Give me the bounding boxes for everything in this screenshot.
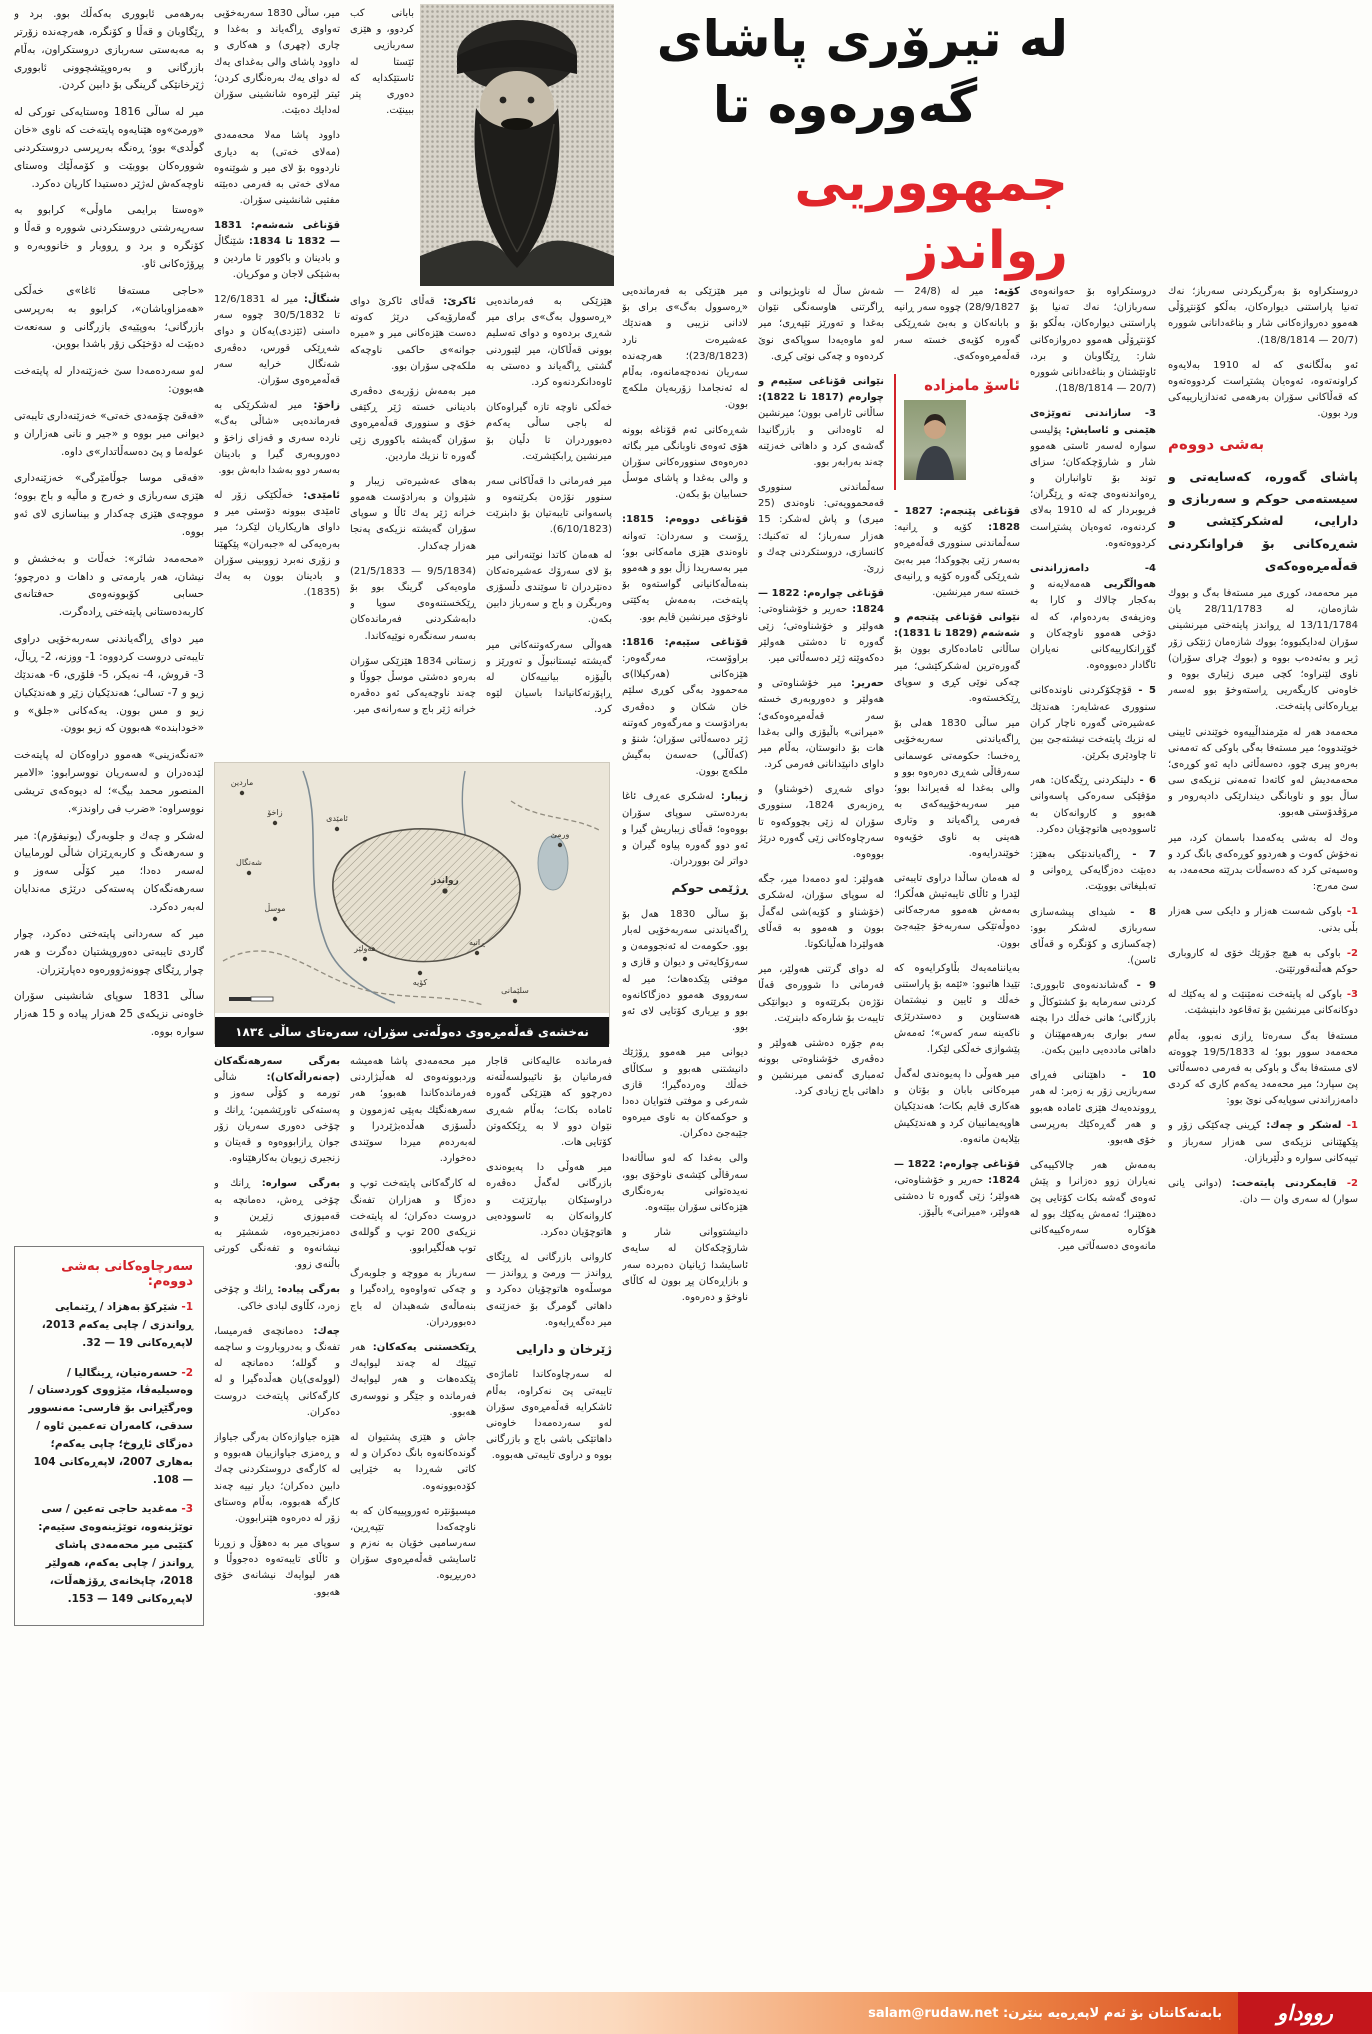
paragraph: 2- قایمكردنی پایته‌خت: (دوانی یانی سوار) له سه‌ری وان — دان. (1168, 1178, 1358, 1206)
column-2 (214, 6, 340, 754)
paragraph: داوود پاشا مه‌لا محه‌مه‌دی (مه‌لای خه‌تی) به دیاری ناردووه بۆ لای میر و شوێنه‌وه مه‌لای خه‌تی به فه‌رمی ده‌بێته مفتیی شانشینی سۆران. (214, 130, 340, 207)
paragraph: دانیشتووانی شار و شارۆچكه‌كان له سایه‌ی ئاسایشدا ژیانیان ده‌برده سه‌ر و بازاڕه‌كان پڕ بوون له كاڵای ناوخۆ و ده‌ره‌وه. (622, 1227, 748, 1303)
column-3-lower (350, 1054, 476, 1986)
paragraph: 3- باوكی له پایته‌خت نه‌مێنێت و له یه‌كێك له دوكانه‌كانی میرنشین بۆ ته‌قاعود دابنیشێت. (1168, 989, 1358, 1017)
paragraph: بابانی كب كردوو، و هێزی سه‌ربازیی ئێستا له ئاستێكدایه كه ده‌وری پتر ببینێت. (350, 8, 414, 117)
paragraph: له هه‌مان كاتدا نوێنه‌رانی میر بۆ لای سه‌رۆك عه‌شیره‌ته‌كان ده‌نێردران تا سوێندی دڵسۆزی وه‌ربگرن و باج و سه‌رباز دابین بكه‌ن. (486, 549, 612, 626)
svg-text:سلێمانی: سلێمانی (501, 986, 529, 995)
paragraph: له كارگه‌كانی پایته‌خت توپ و ده‌زگا و هه‌زاران تفه‌نگ دروست ده‌كران؛ له پایته‌خت نزیكه‌ی 200 توپ و گولله‌ی توپ هه‌ڵگیرابوو. (350, 1178, 476, 1255)
paragraph: هه‌واڵی سه‌ركه‌وتنه‌كانی میر گه‌یشته ئیستانبوڵ و ته‌ورێز و باڵیۆزه بیانییه‌كان له ڕاپۆرته‌كانیاندا باسیان لێوه كرد. (486, 639, 612, 716)
paragraph: سه‌ڵماندنی سنووری قه‌محموویه‌تی: ناوه‌ندی (25 میری) و پاش له‌شكر: 15 هه‌زار سه‌رباز؛ له ته‌كنیك: كانسازی، دروستكردنی چه‌ك و زرێ. (758, 482, 884, 574)
paragraph: میر دوای ڕاگه‌یاندنی سه‌ربه‌خۆیی دراوی تایبه‌تی دروست كردووه: 1- ووزنه، 2- ڕیاڵ، 3- قروش، 4- نه‌یكر، 5- فلۆری، 6- هه‌ندێك زیو و 7- تسالی؛ هه‌ندێكیان زێڕ و هه‌ندێكیان زیو و مس بوون. یه‌كه‌كانی «جلق» و «خودابنده» هه‌بوون كه زیو بوون. (14, 633, 204, 735)
column-6 (758, 284, 884, 1986)
paragraph: هه‌ولێر: له‌و ده‌مه‌دا میر، جگه له سوپای سۆران، له‌شكری (خۆشناو و كۆیه)شی له‌گه‌ڵ بوون و هه‌موو به قه‌ڵای هه‌ولێردا هه‌ڵیانكوتا. (758, 874, 884, 950)
column-2-lower (214, 1054, 340, 1986)
paragraph: 10 - داهێنانی فه‌ڕای سه‌ربازیی زۆر به زه‌بر: له هه‌ر ڕوونده‌یه‌ك هێزی ئاماده هه‌بوو و هه‌ر گه‌ڕه‌كێك به‌رپرسی خۆی هه‌بوو. (1030, 1070, 1156, 1146)
column-5 (622, 284, 748, 1986)
sources-title: سه‌رچاوه‌كانی به‌شی دووه‌م: (61, 1259, 193, 1289)
paragraph: «حاجی مسته‌فا ئاغا»ی خه‌ڵكی «هه‌مزاوباشان»، كرابوو به به‌رپرسی بازرگانی؛ به‌وپێیه‌ی بازرگانی و سه‌نعه‌ت ده‌بێت له دۆخێكی زۆر باشدا بووبن. (14, 284, 204, 351)
paragraph: له هه‌مان ساڵدا دراوی تایبه‌تی لێدرا و ئاڵای تایبه‌تیش هه‌ڵكرا؛ به‌مه‌ش هه‌موو مه‌رجه‌كانی ده‌وڵه‌تێكی سه‌ربه‌خۆ جێبه‌جێ بوون. (894, 872, 1020, 949)
headline (622, 6, 1068, 281)
headline-line-1: له تیرۆری پاشای (656, 10, 1068, 68)
footer-call-to-action: بابه‌ته‌كانتان بۆ ئه‌م لاپه‌ڕه‌یه بنێرن: (1003, 2005, 1222, 2021)
column-9 (1168, 284, 1358, 1986)
paragraph: میر هه‌وڵی دا په‌یوه‌ندی له‌گه‌ڵ میره‌كانی بابان و بۆتان و هه‌كاری قایم بكات؛ هه‌ندێكیان هاوپه‌یمانییان كرد و هه‌ندێكیش بێلایه‌ن مانه‌وه. (894, 1068, 1020, 1145)
paragraph: میر، ساڵی 1830 سه‌ربه‌خۆیی ته‌واوی ڕاگه‌یاند و به‌غدا و چاری (چهری) و هه‌كاری و داوود پاشای والی به‌غدای یه‌ك له دوای یه‌ك به‌ره‌نگاری كردن؛ ئیتر لێره‌وه شانشینی سۆران له‌دایك ده‌بێت. (214, 8, 340, 117)
paragraph: قۆناغی سێیه‌م: 1816: براوۆست، مه‌رگه‌وه‌ر: هێزه‌كانی (هه‌ركیلاا)ی مه‌حموود به‌گی كوڕی سلێم خان شكان و ده‌ڤه‌ری به‌رادۆست و مه‌رگه‌وه‌ر كه‌وتنه ژێر ده‌سه‌ڵاتی سۆران؛ شنۆ و (كه‌ڵاڵی) حه‌سه‌ن به‌گیش ملكه‌چ بوون. (622, 636, 748, 778)
paragraph: قۆناغی دووه‌م: 1815: ڕۆست و سه‌ردان: ته‌وانه ناوه‌ندی هێزی مامه‌كانی بوو؛ میر به‌سه‌ریدا زاڵ بوو و هه‌موو بنه‌ماڵه‌كانیانی گواسته‌وه بۆ پایته‌خت، به‌مه‌ش یه‌كێتی ناوخۆی میرنشین قایم بوو. (622, 514, 748, 623)
section-label: به‌شی دووه‌م (1168, 434, 1265, 453)
paragraph: به‌رگی سواره: ڕانك و چۆخی ڕه‌ش، ده‌مانچه به قه‌میوزی زێڕین و ده‌مزنجیره‌وه، شمشێر به نیشانه‌وه و تفه‌نگی كورتی باڵنه‌ی زوو. (214, 1178, 340, 1271)
contact-email[interactable]: salam@rudaw.net (868, 2005, 999, 2021)
author-name: ئاسۆ مامزاده (924, 375, 1020, 394)
source-item: 1- شێركۆ به‌هزاد / ڕێنمایی ڕواندزی / چاپی یه‌كه‌م 2013، لاپه‌ڕه‌كانی 19 — 32. (41, 1301, 193, 1349)
paragraph: ڕێكخستنی یه‌كه‌كان: هه‌ر تیپێك له چه‌ند لیوایه‌ك پێكدەهات و هه‌ر لیوایه‌ك فه‌رمانده و جێگر و نووسه‌ری هه‌بوو. (350, 1342, 476, 1418)
column-3-sliver (350, 6, 414, 286)
svg-text:زاخۆ: زاخۆ (267, 808, 283, 817)
map-image (215, 763, 609, 1013)
svg-text:شه‌نگال: شه‌نگال (236, 858, 262, 867)
paragraph: به‌م جۆره ده‌شتی هه‌ولێر و ده‌ڤه‌ری خۆشناوه‌تی بوونه ئه‌مباری گه‌نمی میرنشین و داهاتی باج زیادی كرد. (758, 1037, 884, 1098)
paragraph: ئه‌و به‌ڵگانه‌ی كه له 1910 به‌لایه‌وه كراونه‌ته‌وه، ئه‌وه‌یان پشتڕاست كردووه‌ته‌وه كه قه‌ڵاكانی سۆران به‌رهه‌می ئه‌ندازیارییه‌كی ورد بوون. (1168, 359, 1358, 420)
rudaw-logo (1238, 1992, 1372, 2034)
paragraph: مسته‌فا به‌گ سه‌ره‌تا ڕازی نه‌بوو، به‌ڵام محه‌مه‌د سوور بوو؛ له 19/5/1833 چووه‌ته لای مسته‌فا به‌گ و باوكی به فه‌رمی ده‌سه‌ڵاتی پێ سپارد؛ میر محه‌مه‌د یه‌كه‌م كاری كه كردی دامه‌زراندنی سوپایه‌كی نوێ بوو: (1168, 1030, 1358, 1107)
paragraph: قۆناغی چواره‌م: 1822 — 1824: حه‌ریر و خۆشناوه‌تی، هه‌ولێر؛ زێی گه‌وره تا ده‌شتی هه‌ولێر، «میرانی» باڵیۆز. (894, 1158, 1020, 1219)
paragraph: 8 - شیدای پیشه‌سازی سه‌ربازی له‌شكر بوو: (چه‌كسازی و كۆنگره و قه‌ڵای ئاسن). (1030, 906, 1156, 967)
paragraph: بۆ ساڵی 1830 هه‌ل بۆ ڕاگه‌یاندنی سه‌ربه‌خۆیی له‌بار بوو. حكومه‌ت له ئه‌نجوومه‌ن و سه‌رۆكایه‌تی و دیوان و قازی و موفتی پێكدەهات؛ میر له سه‌رووی هه‌موو ده‌زگاكانه‌وه بوو و بڕیاری كۆتایی لای ئه‌و بوو. (622, 908, 748, 1034)
svg-text:رواندز: رواندز (431, 876, 459, 886)
column-4 (486, 294, 612, 754)
column-8 (1030, 284, 1156, 1986)
paragraph: به‌های عه‌شیره‌تی زیبار و شێروان و به‌رادۆست هه‌موو خرانه ژێر یه‌ك ئاڵا و سوپای سۆران گه‌یشته نزیكه‌ی په‌نجا هه‌زار چه‌كدار. (350, 475, 476, 552)
paragraph: دیوانی میر هه‌موو ڕۆژێك دانیشتنی هه‌بوو و سكاڵای خه‌ڵك وه‌رده‌گیرا؛ قازی شه‌رعی و موفتی فتوایان ده‌دا و حوكمه‌كان به ناوی میره‌وه جێبه‌جێ ده‌كران. (622, 1047, 748, 1140)
map-block (214, 762, 610, 1044)
paragraph: دروستكراوه بۆ حه‌وانه‌وه‌ی سه‌ربازان؛ نه‌ك ته‌نیا بۆ پاراستنی دیواره‌كان، به‌ڵكو بۆ كۆنتڕۆڵی هه‌موو ده‌روازه‌كانی شار: ڕێگاوبان و برد، ئاوتێشتان و بناغه‌دانانی شووره (20/7 — 18/8/1814). (1030, 286, 1156, 395)
svg-text:ئامێدی: ئامێدی (326, 814, 348, 823)
paragraph: شه‌ش ساڵ له ناوبژیوانی و ڕاگرتنی هاوسه‌نگی نێوان به‌غدا و ته‌ورێز تێپه‌ڕی؛ میر له‌و ماوه‌یه‌دا سوپاكه‌ی نوێ كرده‌وه و چه‌كی نوێی كڕی. (758, 286, 884, 362)
headline-line-2: گه‌وره‌وه تا (712, 75, 978, 134)
paragraph: 7 - ڕاگه‌یاندنێكی به‌هێز: ده‌بێت ده‌زگایه‌كی ڕه‌وانی و ته‌بلیغاتی بووبێت. (1030, 849, 1156, 893)
portrait-image (420, 4, 614, 286)
paragraph: له سه‌رچاوه‌كاندا ئاماژه‌ی تایبه‌تی پێ نه‌كراوه، به‌ڵام ئاشكرایه قه‌ڵه‌مڕه‌وی سۆران له‌و سه‌رده‌مه‌دا خاوه‌نی داهاتێكی باشی باج و بازرگانی بووه و دراوی تایبه‌تی هه‌بووه. (486, 1369, 612, 1462)
subsection-heading: ژێرخان و دارایی (515, 1342, 612, 1356)
paragraph: 6 - دلینكردنی ڕێگه‌كان: هه‌ر مۆقێكی سه‌ره‌كی پاسه‌وانی هه‌بوو و كاروانه‌كان به ئاسووده‌یی هاتوچۆیان ده‌كرد. (1030, 775, 1156, 835)
paragraph: (9/5/1834 — 21/5/1833) ماوه‌یه‌كی گرینگ بوو بۆ ڕێكخستنه‌وه‌ی سوپا و دابه‌شكردنی فه‌رمانده‌كان به‌سه‌ر سه‌نگه‌ره نوێیه‌كاندا. (350, 565, 476, 642)
paragraph: ساڵی 1831 سوپای شانشینی سۆران خاوه‌نی نزیكه‌ی 25 هه‌زار پیاده و 15 هه‌زار سواره بووه. (14, 990, 204, 1039)
paragraph: چه‌ك: ده‌مانچه‌ی فه‌رمیسا، تفه‌نگ و به‌دروباروت و ساچمه و گولله؛ ده‌مانچه له (لوولەی)یان هه‌ڵده‌گیرا و له كارگه‌كانی پایته‌خت دروست ده‌كران. (214, 1325, 340, 1418)
paragraph: 9 - گه‌شاندنه‌وه‌ی ئابووری: كردنی سه‌رمایه بۆ كشتوكاڵ و بازرگانی؛ هانی خه‌ڵك درا بچنه سه‌ر بواری به‌رهه‌مهێنان و داهاتی مادده‌یی دابین بكه‌ن. (1030, 980, 1156, 1057)
paragraph: شنگاڵ: میر له 12/6/1831 تا 30/5/1832 چووه سه‌ر داسنی (ئێزدی)یه‌كان و دوای شه‌ڕێكی قورس، ده‌ڤه‌ری شه‌نگال خرایه سه‌ر قه‌ڵه‌مڕه‌وی سۆران. (214, 294, 340, 386)
svg-text:موسڵ: موسڵ (264, 904, 286, 913)
paragraph: هێزێكی به فه‌رمانده‌یی «ڕه‌سوول به‌گ»ی برای میر شه‌ڕی برده‌وه و دوای ته‌سلیم بوونی قه‌ڵاكان، میر لێبوردنی گشتی ڕاگه‌یاند و ده‌ستی به ئاوه‌دانكردنه‌وه كرد. (486, 296, 612, 388)
paragraph: «فه‌قێ چۆمه‌دی خه‌تی» خه‌زێنه‌داری تایبه‌تی دیوانی میر بووه و «جیر و نانی هه‌زاران و عوله‌ما و پێ ده‌سه‌ڵاتدار»ی داوه. (14, 409, 204, 458)
paragraph: والی به‌غدا كه له‌و ساڵانه‌دا سه‌رقاڵی كێشه‌ی ناوخۆی بوو، نه‌یده‌توانی به‌ره‌نگاری هێزه‌كانی سۆران ببێته‌وه. (622, 1153, 748, 1213)
paragraph: به‌مه‌ش هه‌ر چالاكییه‌كی نه‌یاران زوو ده‌زانرا و پێش ئه‌وه‌ی گه‌شه بكات كۆتایی پێ ده‌هێنرا؛ ئه‌مه‌ش یه‌كێك بوو له هۆكاره سه‌ره‌كییه‌كانی مانه‌وه‌ی ده‌سه‌ڵاتی میر. (1030, 1160, 1156, 1253)
subsection-heading: ڕژێمی حوكم (671, 881, 748, 896)
source-item: 2- حسه‌ره‌تیان، ڕینگالیا / وه‌سیلیه‌ڤا، مێژووی كوردستان / وه‌رگێڕانی بۆ فارسی: مه‌نسوور سدقی، كامه‌ران ته‌عمین ئاوه / ده‌زگای ئاڕوخ؛ چاپی یه‌كه‌م؛ به‌هاری 2007، لاپه‌ڕه‌كانی 104 — 108. (28, 1366, 193, 1486)
paragraph: به‌رگی سه‌رهه‌نگه‌كان (جه‌نه‌راڵه‌كان): شاڵی تورمه و كۆڵی سه‌وز و په‌سته‌كی تاورێشمین؛ ڕانك و چۆخی ده‌وری سه‌ریان زۆر جوان ڕازابووه‌وه و قه‌یتان و زنجیری زیویان به‌كارهێناوه. (214, 1056, 340, 1165)
svg-text:ماردین: ماردین (230, 778, 254, 787)
paragraph: میر هه‌وڵی دا په‌یوه‌ندی بازرگانی له‌گه‌ڵ ده‌ڤه‌ره دراوسێكان بپارێزێت و كاروانه‌كان به ئاسووده‌یی هاتوچۆیان ده‌كرد. (486, 1162, 612, 1238)
paragraph: میر به‌مه‌ش زۆربه‌ی ده‌ڤه‌ری بادینانی خسته ژێر ڕكێفی خۆی و سنووری قه‌ڵه‌مڕه‌وی سۆران گه‌یشته باكووری زێی گه‌وره تا نزیك ماردین. (350, 385, 476, 462)
paragraph: 4- دامه‌زراندنی هه‌واڵگریی هه‌مه‌لایه‌نه و به‌كجار چالاك و كارا به وه‌زیفه‌ی به‌رده‌وام، كه له دۆخی هه‌موو ناوچه‌كان و گۆڕانكارییه‌كانی نه‌یاران ئاگادار ده‌بووه‌وه. (1030, 563, 1156, 672)
paragraph: «ته‌نگه‌زینی» هه‌موو دراوه‌كان له پایته‌خت لێده‌دران و له‌سه‌ریان نووسرابوو: «الامیر المنصور محمد بیگ»؛ له دیوه‌كه‌ی تریشی نووسراوه: «ضرب فی راوندز». (14, 749, 204, 815)
svg-text:ڕانیه: ڕانیه (468, 938, 486, 947)
author-block (894, 374, 1020, 490)
paragraph: زیبار: له‌شكری عه‌ڕف ئاغا به‌رده‌ستی سوپای سۆران بووه‌وه؛ قه‌ڵای زیباریش گیرا و ئه‌و دوو گه‌وره پیاوه گیران و دواتر لێ بووردران. (622, 791, 748, 868)
paragraph: میر محه‌مه‌د، كوڕی میر مسته‌فا به‌گ و بووك شازه‌مان، له 28/11/1783 یان 13/11/1784 له ڕواندز پایته‌ختی میرنشینی سۆران له‌دایكبووه؛ بووك شازه‌مان ژنێكی زۆر ژیر و به‌ئه‌ده‌ب بووه و (بووك چرای سۆران) ناوی لێنراوه؛ كچی میری زێباری بووه و خاوه‌نی كاریگه‌ریی ڕاسته‌وخۆ بوو له‌سه‌ر بڕیاره‌كانی پایته‌خت. (1168, 588, 1358, 713)
paragraph: له دوای گرتنی هه‌ولێر، میر فه‌رمانی دا شووره‌ی قه‌ڵا نۆژه‌ن بكرێته‌وه و دیوانێكی تایبه‌ت بۆ شاره‌كه دابنرێت. (758, 964, 884, 1024)
footer-text (868, 2006, 1222, 2021)
paragraph: 5 - قۆچكۆكردنی ناونده‌كانی سنووری عه‌شایه‌ر: هه‌ندێك عه‌شیره‌تی گه‌وره ناچار كران له نزیك پایته‌خت نیشته‌جێ ببن تا چاودێری بكرێن. (1030, 685, 1156, 762)
column-1 (14, 6, 204, 1232)
paragraph: 3- سازاندنی ته‌وێژه‌ی هێمنی و ئاسایش: پۆلیسی سواره له‌سه‌ر ئاستی هه‌موو شار و شارۆچكه‌كان؛ سزای توند بۆ تاوانباران و ڕه‌واندنه‌وه‌ی چه‌ته و ڕێگران؛ فریوبردار كه له 1910 به‌لای كردنه‌وه، ئه‌وه‌یان پشتڕاست كردووه‌ته‌وه. (1030, 408, 1156, 549)
paragraph: زستانی 1834 هێزێكی سۆران به‌ره‌و ده‌شتی موسڵ جووڵا و چه‌ند ناوچه‌یه‌كی ئه‌و ده‌ڤه‌ره خرانه ژێر باج و سه‌رانه‌ی میر. (350, 655, 476, 716)
paragraph: محه‌مه‌د هه‌ر له مێرمنداڵییه‌وه خوێندنی ئایینی خوێندووه؛ میر مسته‌فا به‌گی باوكی كه ته‌مه‌نی به‌ره‌و پیری چوو، ده‌سه‌ڵاتی دایه ئه‌و كوڕه‌ی؛ محه‌مه‌دیش له‌و كاته‌دا ته‌مه‌نی نزیكه‌ی سی ساڵ بوو و ناوبانگی دیندارێكی دادپه‌روه‌ر و مرۆڤدۆستی هه‌بوو. (1168, 726, 1358, 819)
paragraph: 1- له‌شكر و چه‌ك: كڕینی چه‌كێكی زۆر و پێكهێنانی نزیكه‌ی سی هه‌زار سه‌رباز و تیپه‌كانی سواره و دڵێربازان. (1168, 1120, 1358, 1164)
source-item: 3- مه‌غدید حاجی ته‌عین / سی توێژینه‌وه، توێژینه‌وه‌ی سێیه‌م: كتێبی میر محه‌مه‌دی پاشای ڕواندز / چاپی یه‌كه‌م، هه‌ولێر 2018، چاپخانه‌ی ڕۆژهه‌ڵات، لاپه‌ڕه‌كانی 149 — 153. (38, 1503, 193, 1605)
paragraph: میر له ساڵی 1816 وه‌ستایه‌كی توركی له «ورمێ»وه هێنایه‌وه پایته‌خت كه ناوی «خان گوڵدی» بوو؛ ڕه‌نگه به‌رپرسی دروستكردنی شووره‌كان بووبێت و كۆمه‌ڵێك وه‌ستای ناوچه‌كه‌ش له‌ژێر ده‌ستیدا كاریان ده‌كرد. (14, 106, 204, 190)
paragraph: «محه‌مه‌د شائر»: خه‌ڵات و به‌خشش و نیشان، هه‌ر یارمه‌تی و داهات و ده‌رچوو؛ حسابی كۆبوونه‌وه‌ی حه‌فتانه‌ی كاربه‌ده‌ستانی پایته‌ختی ڕاده‌گرت. (14, 552, 204, 619)
paragraph: ئاكرێ: قه‌ڵای ئاكرێ دوای گه‌مارۆیه‌كی درێژ كه‌وته ده‌ست هێزه‌كانی میر و «میره جوانه»ی حاكمی ناوچه‌كه ملكه‌چی سۆران بوو. (350, 296, 476, 372)
paragraph: به‌رهه‌می ئابووری به‌كه‌ڵك بوو. برد و ڕێگاوبان و قه‌ڵا و كۆنگره، هه‌رچه‌نده زۆرتر به مه‌به‌ستی سه‌ربازی دروستكراون، به‌ڵام بازرگانی و به‌ره‌وپێشچوونی ئابووری ژێرخانێكی گرینگی بۆ دابین كردن. (14, 8, 204, 92)
paragraph: 1- باوكی شه‌ست هه‌زار و دایكی سی هه‌زار بڵی بدنی. (1168, 906, 1358, 934)
column-3 (350, 294, 476, 754)
column-4-lower (486, 1054, 612, 1986)
paragraph: میر فه‌رمانی دا قه‌ڵاكانی سه‌ر سنوور نۆژه‌ن بكرێنه‌وه و پاسه‌وانی تایبه‌تیان بۆ دابنرێت (6/10/1823). (486, 475, 612, 536)
paragraph: كاروانی بازرگانی له ڕێگای ڕواندز — ورمێ و ڕواندز — موسڵه‌وه هاتوچۆیان ده‌كرد و داهاتی گومرگ بۆ خه‌زێنه‌ی میر ده‌گه‌ڕایه‌وه. (486, 1252, 612, 1328)
paragraph: حه‌ریر: میر خۆشناوه‌تی و هه‌ولێر و ده‌وروبه‌ری خسته سه‌ر قه‌ڵه‌مڕه‌وه‌كه‌ی؛ «میرانی» باڵیۆزی والی به‌غدا هات بۆ دانوستان، به‌ڵام میر داوای دانپێدانانی فه‌رمی كرد. (758, 678, 884, 771)
paragraph: له‌شكر و چه‌ك و جلوبه‌رگ (یونیفۆرم): میر و سه‌رهه‌نگ و كاربه‌ڕێزان شاڵی لورماییان له‌سه‌ر ده‌دا؛ میر كۆڵی سه‌وز و سه‌رهه‌نگه‌كان په‌سته‌كی درێژی مه‌ندایان له‌به‌ر ده‌كرد. (14, 829, 204, 913)
headline-line-3: جمهووریی رواندز (794, 153, 1068, 281)
paragraph: میر ساڵی 1830 هه‌لی بۆ ڕاگه‌یاندنی سه‌ربه‌خۆیی ڕه‌خسا: حكومه‌تی عوسمانی سه‌رقاڵی شه‌ڕی ده‌ره‌وه بوو و والی به‌غدا له قه‌یراندا بوو؛ میر سه‌ربه‌خۆییه‌كه‌ی به فه‌رمی ڕاگه‌یاند و وتاری هه‌ینی به ناوی خۆیه‌وه خوێندرایه‌وه. (894, 718, 1020, 859)
paragraph: قۆناغی چواره‌م: 1822 — 1824: حه‌ریر و خۆشناوه‌تی: هه‌ولێر و خۆشناوه‌تی؛ زێی گه‌وره تا ده‌شتی هه‌ولێر ده‌كه‌وێته ژێر ده‌سه‌ڵاتی میر. (758, 588, 884, 664)
paragraph: دوای شه‌ڕی (خوشناو) و ڕه‌زبه‌ری 1824، سنووری سۆران له زێی بچووكه‌وه تا سه‌رچاوه‌كانی زێی گه‌وره درێژ بووه‌وه. (758, 784, 884, 860)
paragraph: نێوانی قۆناغی پێنجه‌م و شه‌شه‌م (1829 تا 1831): ساڵانی ئاماده‌كاری بوون بۆ گه‌وره‌ترین له‌شكركێشی؛ میر چه‌كی نوێی كڕی و سوپای ڕێكخسته‌وه. (894, 612, 1020, 704)
paragraph: میسیۆنێره ئه‌وروپییه‌كان كه به ناوچه‌كه‌دا تێپه‌ڕین، سه‌رسامیی خۆیان به نه‌زم و ئاسایشی قه‌ڵه‌مڕه‌وی سۆران ده‌ربڕیوه. (350, 1505, 476, 1582)
paragraph: قۆناغی شه‌شه‌م: 1831 — 1832 تا 1834: شێنگاڵ و بادینان و باكوور تا ماردین و به‌شێكی لاجان و موكریان. (214, 220, 340, 280)
rudaw-logo-text: رووداو (1277, 2001, 1333, 2025)
paragraph: 2- باوكی به هیچ جۆرێك خۆی له كاروباری حوكم هه‌ڵنه‌قورتێنێ. (1168, 947, 1358, 975)
footer-bar (0, 1992, 1372, 2034)
column-7 (894, 284, 1020, 1986)
paragraph: به‌یاننامه‌یه‌ك بڵاوكرایه‌وه كه تێیدا هاتبوو: «ئێمه بۆ پاراستنی خه‌ڵك و ئایین و نیشتمان هه‌ستاوین و ده‌ستدرێژی ناكه‌ینه سه‌ر كه‌س»؛ ئه‌مه‌ش پێشوازی خه‌ڵكی لێكرا. (894, 962, 1020, 1055)
paragraph: زاخۆ: میر له‌شكرێكی به فه‌رمانده‌یی «شاڵی به‌گ» نارده سه‌ری و قه‌زای زاخۆ و ده‌وروبه‌ری گیرا و بادینان به‌سه‌ر دوو به‌شدا دابه‌ش بوو. (214, 400, 340, 476)
paragraph: جاش و هێزی پشتیوان له گونده‌كانه‌وه بانگ ده‌كران و له كاتی شه‌ڕدا به خێرایی كۆده‌بوونه‌وه. (350, 1431, 476, 1492)
paragraph: «فه‌قی موسا جوڵامێرگی» خه‌زێنه‌داری هێزی سه‌ربازی و خه‌رج و ماڵیه و باج بووه؛ مووچه‌ی هێزی چه‌كدار و بیناسازی لای ئه‌و بووه. (14, 472, 204, 538)
lead-paragraph: پاشای گه‌وره، كه‌سایه‌تی و سیسته‌می حوكم و سه‌ربازی و دارایی، له‌شكركێشی و شه‌ڕه‌كانی بۆ فراوانكردنی قه‌ڵه‌مڕه‌وه‌كه‌ی (1168, 468, 1358, 573)
svg-text:ورمێ: ورمێ (550, 830, 570, 839)
paragraph: قۆناغی پێنجه‌م: 1827 - 1828: كۆیه و ڕانیه: سه‌ڵماندنی سنووری قه‌ڵه‌مڕه‌و به‌سه‌ر زێی بچووكدا؛ میر به‌بێ شه‌ڕێكی گه‌وره كۆیه و ڕانیه‌ی خسته سه‌ر میرنشین. (894, 505, 1020, 598)
paragraph: شه‌ڕه‌كانی ئه‌م قۆناغه بوونه هۆی ئه‌وه‌ی ناوبانگی میر بگاته ده‌ره‌وه‌ی سنووره‌كانی سۆران و والی به‌غدا و پاشای موسڵ حسابیان بۆ بكه‌ن. (622, 424, 748, 501)
paragraph: سه‌رباز به مووچه و جلوبه‌رگ و چه‌كی ته‌واوه‌وه ڕاده‌گیرا و بنه‌ماڵه‌ی شه‌هیدان له باج ده‌بووردران. (350, 1268, 476, 1328)
paragraph: نێوانی قۆناغی سێیه‌م و چواره‌م (1817 تا 1822): ساڵانی ئارامی بوون؛ میرنشین له ئاوه‌دانی و بازرگانیدا گه‌شه‌ی كرد و داهاتی خه‌زێنه چه‌ند به‌رابه‌ر بوو. (758, 375, 884, 468)
paragraph: میر هێزێكی به فه‌رمانده‌یی «ڕه‌سوول به‌گ»ی برای بۆ لادانی نزیبی و هه‌ندێك عه‌شیره‌ت نارد (23/8/1823)؛ هه‌رچه‌نده سه‌ریان نه‌ده‌چه‌مانه‌وه، به‌ڵام له ئه‌نجامدا زۆربه‌یان ملكه‌چ بوون. (622, 286, 748, 411)
paragraph: سوپای میر به ده‌هۆڵ و زوڕنا و ئاڵای تایبه‌ته‌وه ده‌جووڵا و هه‌ر لیوایه‌ك نیشانه‌ی خۆی هه‌بوو. (214, 1538, 340, 1598)
paragraph: ئامێدی: خه‌ڵكێكی زۆر له ئامێدی ببوونه دۆستی میر و داوای هاریكاریان لێكرد؛ میر به‌ره‌یه‌كی له «جبه‌ران» پێكهێنا و زۆری نه‌برد زووبینی سۆران و بادینان بوون به یه‌ك (1835). (214, 490, 340, 599)
paragraph: «وه‌ستا برایمی ماوڵی» كرابوو به سه‌رپه‌رشتی دروستكردنی شووره و قه‌ڵا و كۆنگره و برد و ڕووبار و خانووبه‌ره و پڕۆژه‌كانی ئاو. (14, 204, 204, 270)
paragraph: هێزه جیاوازه‌كان به‌رگی جیاواز و ڕه‌مزی جیاوازییان هه‌بووه و له كارگه‌ی دروستكردنی چه‌ك دابین ده‌كران؛ دیار نییه چه‌ند كارگه هه‌بووه، به‌ڵام وه‌ستای زۆر له ده‌ره‌وه هێنرابوون. (214, 1431, 340, 1524)
paragraph: له‌و سه‌رده‌مه‌دا سێ خه‌زێنه‌دار له پایته‌خت هه‌بوون: (14, 365, 204, 396)
author-photo (904, 400, 966, 480)
paragraph: به‌رگی پیاده: ڕانك و چۆخی زه‌رد، كڵاوی لبادی خاكی. (214, 1284, 340, 1312)
paragraph: دروستكراوه بۆ به‌رگریكردنی سه‌رباز؛ نه‌ك ته‌نیا پاراستنی دیواره‌كان، به‌ڵكو كۆنتڕۆڵی هه‌موو ده‌روازه‌كانی شار و بناغه‌دانانی شووره (20/7 — 18/8/1814). (1168, 286, 1358, 346)
paragraph: خه‌ڵكی ناوچه تازه گیراوه‌كان له باجی ساڵی یه‌كه‌م ده‌بووردران تا دڵیان بۆ میرنشین ڕابكێشرێت. (486, 402, 612, 462)
paragraph: میر محه‌مه‌دی پاشا هه‌میشه وردبوونه‌وه‌ی له هه‌ڵبژاردنی فه‌رمانده‌كاندا هه‌بوو؛ هه‌ر سه‌رهه‌نگێك به‌پێی ئه‌زموون و دڵسۆزی هه‌ڵده‌بژێردرا و له‌به‌رده‌م میردا سوێندی ده‌خوارد. (350, 1056, 476, 1165)
paragraph: وه‌ك له به‌شی یه‌كه‌مدا باسمان كرد، میر نه‌خۆش كه‌وت و هه‌ردوو كوڕه‌كه‌ی بانگ كرد و وه‌سیه‌تی كرد كه ده‌سه‌ڵات بدرێته محه‌مه‌د، به سێ مه‌رج: (1168, 832, 1358, 893)
paragraph: میر كه سه‌ردانی پایته‌ختی ده‌كرد، چوار گاردی تایبه‌تی ده‌وروپشتیان ده‌گرت و هه‌ر چوار ڕێگای چوونه‌ژووره‌وه ده‌پارێزران. (14, 927, 204, 976)
paragraph: فه‌رمانده عالیه‌كانی قاجار فه‌رمانیان بۆ نائیبولسه‌ڵته‌نه ده‌رچوو كه هێزێكی گه‌وره ئاماده بكات؛ به‌ڵام شه‌ڕی نێوان دوو لا به ڕێككه‌وتن كۆتایی هات. (486, 1056, 612, 1148)
svg-text:كۆیه: كۆیه (412, 978, 428, 987)
map-caption: نه‌خشه‌ی قه‌ڵه‌مڕه‌وی ده‌وڵه‌تی سۆران، سه‌ره‌تای ساڵی ١٨٣٤ (215, 1017, 609, 1047)
sources-box (14, 1246, 204, 1626)
svg-text:هه‌ولێر: هه‌ولێر (354, 944, 376, 953)
paragraph: كۆیه: میر له (24/8 — 28/9/1827) چووه سه‌ر ڕانیه و بابانه‌كان و به‌بێ شه‌ڕێكی گه‌وره كۆیه‌ی خسته سه‌ر قه‌ڵه‌مڕه‌وه‌كه‌ی. (894, 286, 1020, 362)
